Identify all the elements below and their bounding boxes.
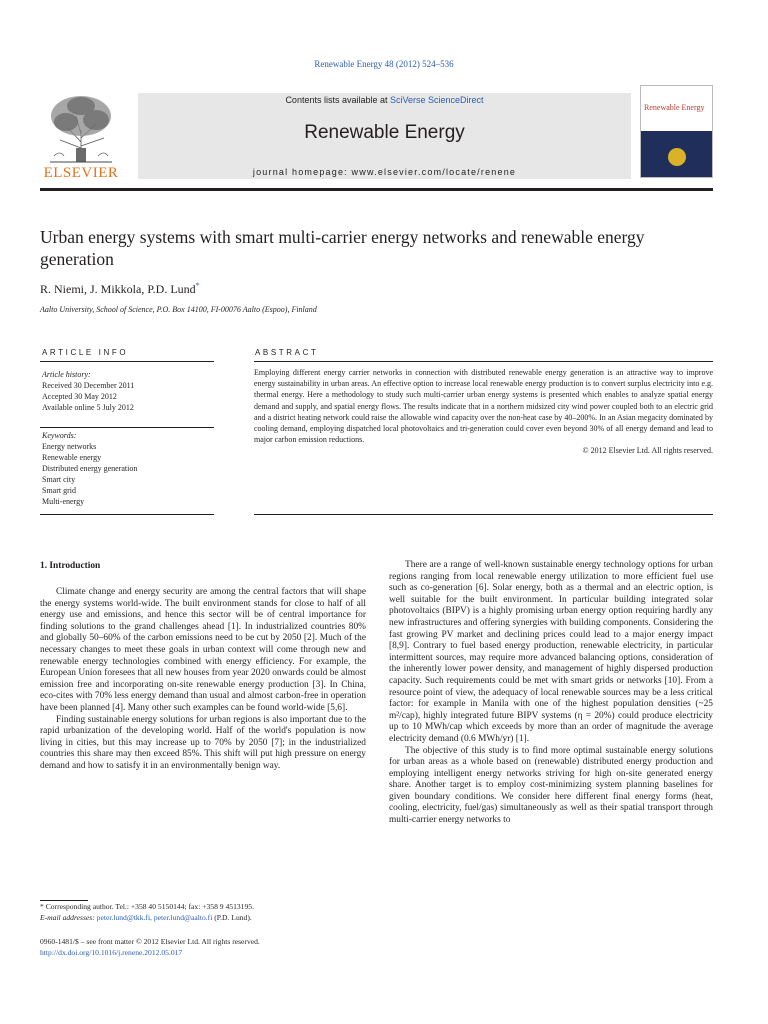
section-heading-introduction: 1. Introduction	[40, 561, 101, 571]
authors-text: R. Niemi, J. Mikkola, P.D. Lund	[40, 282, 196, 296]
body-column-right	[389, 560, 713, 827]
abstract-body	[254, 367, 713, 457]
contents-prefix: Contents lists available at	[285, 95, 390, 105]
keyword-item: Renewable energy	[42, 453, 102, 462]
journal-title: Renewable Energy	[304, 122, 465, 143]
body-column-left	[40, 587, 366, 773]
email-suffix: (P.D. Lund).	[212, 912, 252, 922]
sciencedirect-link[interactable]: SciVerse ScienceDirect	[390, 95, 484, 105]
keywords-label: Keywords:	[42, 431, 77, 440]
email-note	[40, 913, 370, 924]
header-divider	[40, 188, 713, 191]
footnote-divider	[40, 900, 88, 901]
footnote	[40, 902, 370, 923]
journal-cover-thumbnail	[640, 85, 713, 178]
divider	[40, 514, 214, 515]
cover-emblem-icon	[668, 148, 686, 166]
article-title: Urban energy systems with smart multi-carrier energy networks and renewable energy generation	[40, 227, 645, 269]
accepted-date: Accepted 30 May 2012	[42, 392, 117, 401]
keyword-item: Energy networks	[42, 442, 97, 451]
keyword-list	[42, 430, 137, 507]
divider	[254, 514, 713, 515]
corresponding-author-mark[interactable]: *	[195, 281, 200, 290]
email-links[interactable]: peter.lund@tkk.fi, peter.lund@aalto.fi	[96, 912, 213, 922]
keyword-item: Smart grid	[42, 486, 76, 495]
copyright-notice: © 2012 Elsevier Ltd. All rights reserved.	[582, 446, 713, 456]
keyword-item: Multi-energy	[42, 497, 85, 506]
body-paragraph: The objective of this study is to find more optimal sustainable energy solutions for urban areas as a whole based on (renewable) distributed energy production and employing intelligent energy networks striving for high on-site generated energy share. Another target is to employ cost-minimizing system planning baselines for given boundary conditions. We consider here different final energy forms (heat, cooling, electricity, fuel/gas) simultaneously as well as their spatial transport through multi-carrier energy networks to	[389, 745, 713, 826]
elsevier-wordmark: ELSEVIER	[43, 165, 119, 181]
abstract-heading: ABSTRACT	[255, 348, 319, 357]
author-list	[40, 281, 200, 297]
received-date: Received 30 December 2011	[42, 381, 135, 390]
keyword-item: Distributed energy generation	[42, 464, 138, 473]
journal-citation[interactable]: Renewable Energy 48 (2012) 524–536	[314, 59, 454, 69]
online-date: Available online 5 July 2012	[42, 403, 134, 412]
issn-block	[40, 937, 260, 958]
doi-link[interactable]: http://dx.doi.org/10.1016/j.renene.2012.05.017	[40, 947, 183, 957]
body-paragraph: Climate change and energy security are among the central factors that will shape the energy systems world-wide. The built environment stands for close to half of all energy use and emissions, and hence this sector will be of central importance for finding solutions to the grand challenges ahead [1]. In industrialized countries 80% and globally 50–60% of the carbon emissions need to be cut by 2050 [2]. Much of the necessary changes to meet these goals in urban context will come through new and renewable energy technologies combined with energy efficiency. For example, the European Union foresees that all new houses from year 2020 onwards could be almost emission free and incorporating on-site renewable energy production [3]. In China, eco-cites with 70% less energy demand than usual and almost carbon-free in operation have been planned [4]. Many other such examples can be found world-wide [5,6].	[40, 587, 366, 713]
contents-line	[138, 95, 631, 105]
abstract-text: Employing different energy carrier networks in connection with distributed renewable energy generation is an attractive way to improve energy sustainability in urban areas. An effective option to increase local renewable energy production is to convert surplus electricity into e.g. thermal energy. Here a methodology to study such multi-carrier urban energy systems is presented which enables to analyze spatial energy demand and supply, and spatial energy flows. The results indicate that in a northern midsized city wind power coupled both to an electric grid and a district heating network could raise the allowable wind capacity over the non-heat case by 40–200%. In an Asian megacity dominated by cooling demand, employing dispatched local photovoltaics and tri-generation could cover even beyond 30% of all energy demand and lead to major carbon emission reductions.	[254, 368, 713, 445]
corresponding-author-note: * Corresponding author. Tel.: +358 40 5150144; fax: +358 9 4513195.	[40, 902, 254, 911]
divider	[254, 361, 713, 362]
cover-title: Renewable Energy	[644, 103, 705, 112]
body-paragraph: Finding sustainable energy solutions for urban regions is also important due to the rapid urbanization of the developing world. Half of the world's population is now living in cities, but this may increase up to 70% by 2050 [7]; in the industrialized countries this share may then exceed 85%. This shift will put high pressure on energy demand and how to satisfy it in an environmentally benign way.	[40, 714, 366, 771]
affiliation: Aalto University, School of Science, P.O. Box 14100, FI-00076 Aalto (Espoo), Finland	[40, 305, 317, 314]
divider	[40, 427, 214, 428]
body-paragraph: There are a range of well-known sustainable energy technology options for urban regions ranging from local renewable energy utilization to more efficient fuel use such as co-generation [6]. Solar energy, both as a thermal and an electric option, is well suitable for the built environment. In particular building integrated solar photovoltaics (BIPV) is a highly promising urban energy option requiring hardly any new infrastructures and offering synergies with building components. Considering the fast growing PV market and declining prices could lead to a major energy impact [8,9]. Contrary to fuel based energy production, renewable electricity, in particular intermittent sources, may require more advanced balancing options, consideration of the inherently lower power density, and management of highly dispersed production capacity. Such requirements could be met with smart grids or networks [10]. From a resource point of view, the adequacy of local renewable sources may be a less critical factor: for example in Manila with one of the highest population densities (~25 m²/cap), highly integrated future BIPV systems (η = 20%) could produce electricity up to 10 MWh/cap which exceeds by more than an order of magnitude the average electricity demand (0.6 MWh/yr) [1].	[389, 560, 713, 744]
issn-line: 0960-1481/$ – see front matter © 2012 Elsevier Ltd. All rights reserved.	[40, 937, 260, 946]
article-history	[42, 369, 134, 413]
history-label: Article history:	[42, 370, 91, 379]
email-label: E-mail addresses:	[40, 912, 97, 922]
journal-homepage[interactable]: journal homepage: www.elsevier.com/locate/renene	[252, 167, 517, 177]
divider	[40, 361, 214, 362]
article-info-heading: ARTICLE INFO	[42, 348, 129, 357]
keyword-item: Smart city	[42, 475, 76, 484]
